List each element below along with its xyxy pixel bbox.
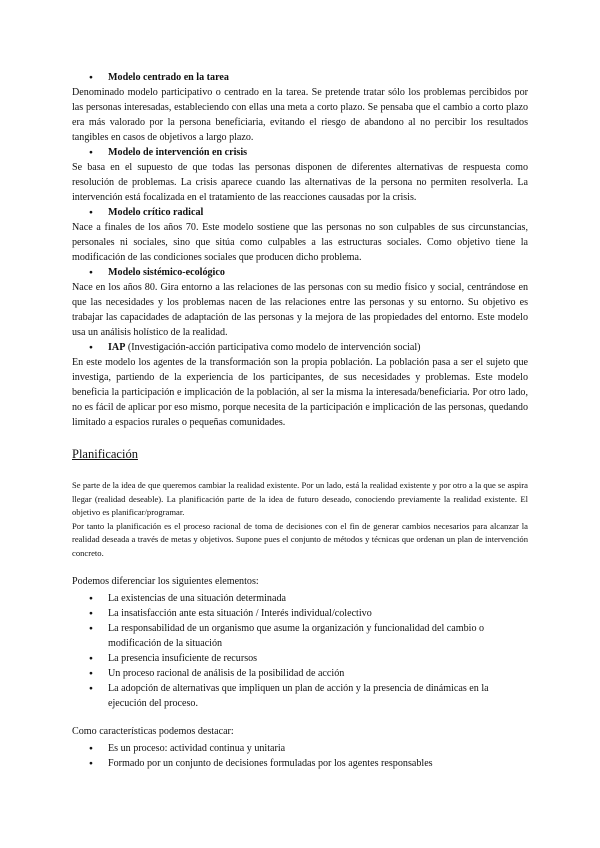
elements-intro: Podemos diferenciar los siguientes elementos: [72, 575, 259, 587]
list-item: ● La existencias de una situación determinada [72, 591, 528, 606]
features-intro: Como características podemos destacar: [72, 725, 234, 737]
planificacion-paragraph: Se parte de la idea de que queremos cambiar la realidad existente. Por un lado, está la realidad existente y por otro a la que se aspira llegar (realidad deseable). La planificación parte de la idea de futuro deseado, conociendo previamente la realidad existente. El objetivo es planificar/programar. [72, 480, 528, 518]
list-item: ● Formado por un conjunto de decisiones formuladas por los agentes responsables [72, 756, 528, 771]
list-item: ● La adopción de alternativas que impliquen un plan de acción y la presencia de dinámicas en la ejecución del proceso. [72, 681, 528, 711]
model-description: Denominado modelo participativo o centrado en la tarea. Se pretende tratar sólo los problemas percibidos por las personas interesadas, estableciendo con ellas una meta a corto plazo. Se pensaba que el cambio a corto plazo era más valorado por la persona beneficiaria, evitando el riesgo de abandono al no percibir los resultados tangibles en casos de objetivos a largo plazo. [72, 87, 528, 143]
model-heading: ● Modelo crítico radical [72, 205, 528, 220]
model-heading: ● Modelo de intervención en crisis [72, 145, 528, 160]
list-item: ● Es un proceso: actividad continua y unitaria [72, 741, 528, 756]
model-heading: ● IAP (Investigación-acción participativa como modelo de intervención social) [72, 340, 528, 355]
model-heading: ● Modelo sistémico-ecológico [72, 265, 528, 280]
model-description: Se basa en el supuesto de que todas las personas disponen de diferentes alternativas de respuesta como resolución de problemas. La crisis aparece cuando las alternativas de la persona no permiten resolverla. La intervención está focalizada en el tratamiento de las reacciones causadas por la crisis. [72, 162, 528, 203]
section-heading-planificacion: Planificación [72, 447, 138, 461]
list-item: ● La insatisfacción ante esta situación / Interés individual/colectivo [72, 606, 528, 621]
model-heading: ● Modelo centrado en la tarea [72, 70, 528, 85]
list-item: ● Un proceso racional de análisis de la posibilidad de acción [72, 666, 528, 681]
model-description: Nace a finales de los años 70. Este modelo sostiene que las personas no son culpables de sus circunstancias, personales ni sociales, sino que sitúa como culpables a las estructuras sociales. Como objetivo tiene la modificación de las condiciones sociales que producen dicho problema. [72, 222, 528, 263]
model-description: Nace en los años 80. Gira entorno a las relaciones de las personas con su medio físico y social, centrándose en que las necesidades y los problemas nacen de las relaciones entre las personas y su entorno. Su objetivo es trabajar las capacidades de adaptación de las personas y la mejora de las propiedades del entorno. Este modelo usa un análisis holístico de la realidad. [72, 282, 528, 338]
model-description: En este modelo los agentes de la transformación son la propia población. La población pasa a ser el sujeto que investiga, partiendo de la experiencia de los participantes, de sus necesidades y problemas. Este modelo beneficia la participación e implicación de la población, al ser la misma la interesada/beneficiaria. Por otro lado, no es fácil de aplicar por eso mismo, porque necesita de la participación e implicación de las personas, quedando limitado a espacios rurales o pequeñas comunidades. [72, 357, 528, 428]
document-page [72, 70, 528, 771]
elements-list [72, 591, 528, 711]
list-item: ● La presencia insuficiente de recursos [72, 651, 528, 666]
planificacion-paragraph: Por tanto la planificación es el proceso racional de toma de decisiones con el fin de generar cambios necesarios para alcanzar la realidad deseada a través de metas y objetivos. Supone pues el conjunto de métodos y técnicas que ordenan un plan de intervención concreto. [72, 520, 528, 558]
list-item: ● La responsabilidad de un organismo que asume la organización y funcionalidad del cambio o modificación de la situación [72, 621, 528, 651]
features-list [72, 741, 528, 771]
